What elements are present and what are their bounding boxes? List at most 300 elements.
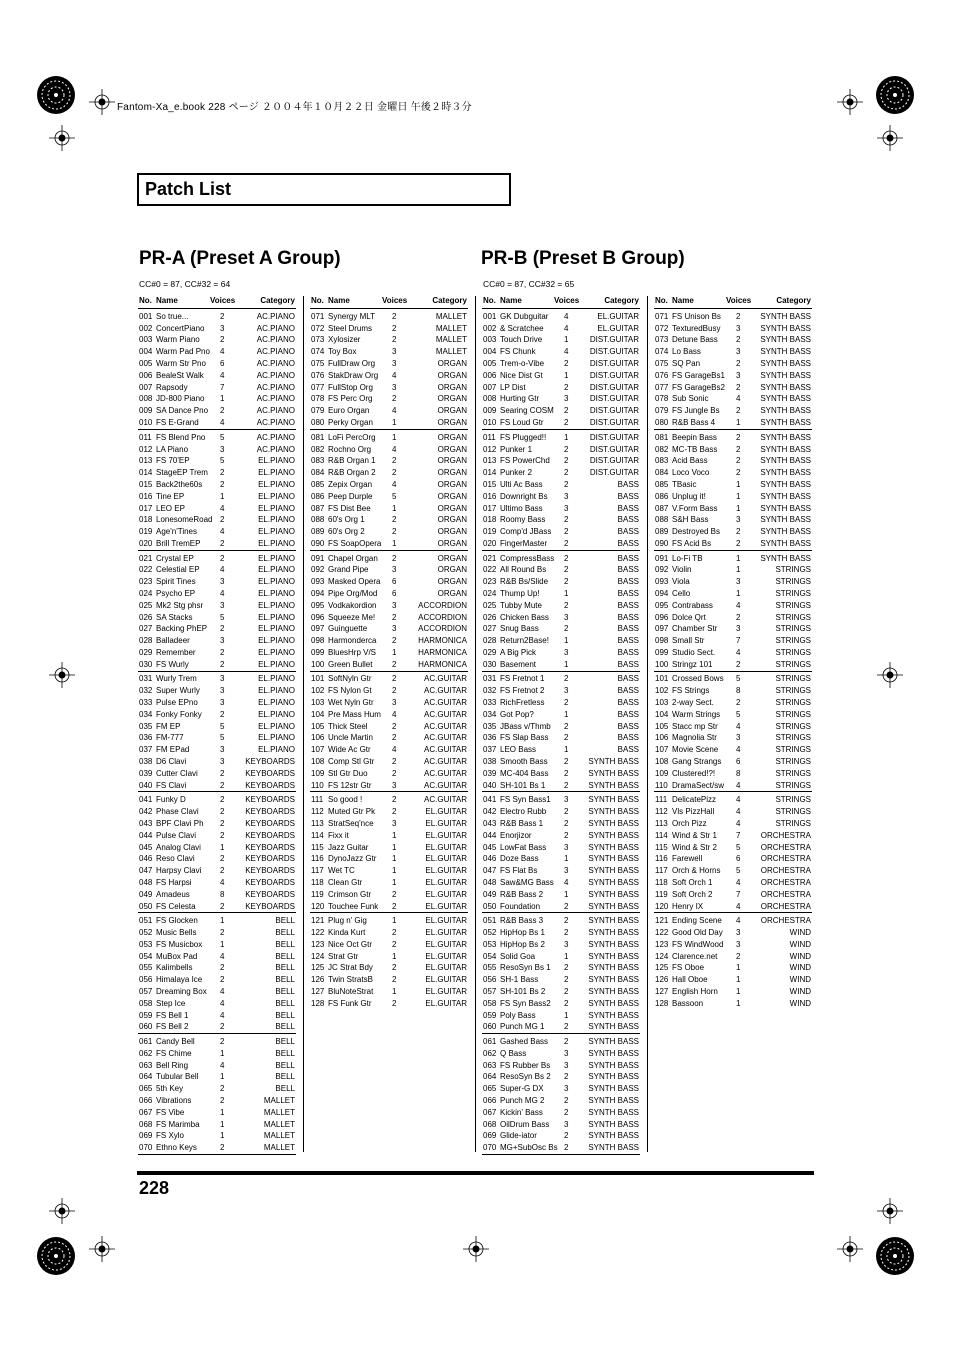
- patch-category: BELL: [275, 998, 295, 1008]
- patch-category: KEYBOARDS: [245, 877, 295, 887]
- patch-voices: 2: [392, 311, 397, 321]
- patch-number: 035: [483, 721, 497, 731]
- patch-category: BASS: [617, 647, 639, 657]
- patch-voices: 2: [736, 359, 741, 369]
- patch-name: Warm Pad Pno: [156, 347, 210, 357]
- table-row: [482, 323, 640, 335]
- patch-category: WIND: [789, 951, 811, 961]
- patch-voices: 2: [220, 795, 225, 805]
- patch-voices: 2: [392, 674, 397, 684]
- patch-category: ORCHESTRA: [760, 866, 811, 876]
- patch-number: 106: [655, 733, 669, 743]
- patch-category: SYNTH BASS: [760, 394, 811, 404]
- patch-number: 048: [483, 877, 497, 887]
- patch-voices: 3: [564, 686, 569, 696]
- patch-number: 079: [311, 406, 325, 416]
- patch-name: Psycho EP: [156, 589, 196, 598]
- patch-category: BELL: [275, 939, 295, 949]
- patch-name: FS Slap Bass: [500, 733, 549, 743]
- patch-name: Dolce Qrt: [672, 612, 706, 622]
- patch-number: 025: [483, 600, 497, 610]
- patch-name: R&B Bass 3: [500, 916, 544, 926]
- patch-voices: 4: [736, 807, 741, 817]
- patch-name: Green Bullet: [328, 659, 373, 669]
- patch-name: FS Syn Bass1: [500, 795, 551, 805]
- patch-name: Touch Drive: [500, 335, 543, 345]
- patch-name: SQ Pan: [672, 359, 701, 369]
- patch-name: FS Syn Bass2: [500, 998, 551, 1008]
- table-row: [482, 647, 640, 659]
- patch-category: EL.GUITAR: [425, 842, 467, 852]
- patch-category: ACCORDION: [418, 600, 467, 610]
- patch-voices: 2: [564, 674, 569, 684]
- patch-name: LowFat Bass: [500, 842, 547, 852]
- patch-name: Henry IX: [672, 901, 704, 911]
- patch-category: AC.GUITAR: [424, 721, 467, 731]
- table-row: [310, 685, 468, 697]
- table-row: [138, 865, 296, 877]
- patch-category: ORGAN: [437, 491, 467, 501]
- table-row: [310, 334, 468, 346]
- patch-number: 089: [311, 527, 325, 537]
- patch-number: 052: [139, 927, 153, 937]
- patch-category: STRINGS: [775, 721, 811, 731]
- patch-number: 022: [483, 565, 497, 575]
- patch-name: FS Musicbox: [156, 939, 203, 949]
- patch-number: 026: [483, 612, 497, 622]
- patch-voices: 2: [564, 1096, 569, 1106]
- patch-voices: 2: [220, 468, 225, 478]
- patch-name: Analog Clavi: [156, 842, 201, 852]
- patch-name: Snug Bass: [500, 624, 539, 634]
- patch-number: 103: [311, 698, 325, 708]
- table-row: [654, 382, 812, 394]
- patch-voices: 3: [564, 939, 569, 949]
- patch-category: SYNTH BASS: [760, 382, 811, 392]
- patch-name: Steel Drums: [328, 323, 373, 333]
- patch-name: Comp Stl Gtr: [328, 757, 375, 767]
- patch-category: SYNTH BASS: [760, 479, 811, 489]
- table-row: [310, 732, 468, 744]
- patch-name: Clarence.net: [672, 951, 718, 961]
- patch-name: 60's Org 2: [328, 527, 365, 537]
- patch-voices: 6: [736, 854, 741, 864]
- patch-name: Farewell: [672, 854, 703, 864]
- patch-name: 5th Key: [156, 1084, 184, 1094]
- patch-category: ORGAN: [437, 577, 467, 587]
- table-row: [138, 697, 296, 709]
- table-row: [138, 503, 296, 515]
- patch-voices: 6: [392, 589, 397, 598]
- patch-category: BELL: [275, 1084, 295, 1094]
- patch-name: StageEP Trem: [156, 468, 208, 478]
- patch-voices: 5: [736, 709, 741, 719]
- table-row: [482, 951, 640, 963]
- table-row: [138, 721, 296, 733]
- patch-category: EL.GUITAR: [425, 830, 467, 840]
- patch-category: EL.PIANO: [258, 686, 295, 696]
- patch-voices: 3: [736, 347, 741, 357]
- table-row: [654, 444, 812, 456]
- patch-category: SYNTH BASS: [588, 1022, 639, 1032]
- patch-category: HARMONICA: [418, 636, 467, 646]
- patch-voices: 3: [736, 577, 741, 587]
- patch-voices: 4: [220, 503, 225, 513]
- patch-category: DIST.GUITAR: [589, 406, 639, 416]
- patch-voices: 2: [392, 975, 397, 985]
- table-row: [482, 1060, 640, 1072]
- patch-number: 047: [483, 866, 497, 876]
- patch-category: ACCORDION: [418, 624, 467, 634]
- patch-voices: 2: [736, 406, 741, 416]
- patch-number: 098: [311, 636, 325, 646]
- patch-voices: 2: [220, 553, 225, 563]
- patch-name: Fonky Fonky: [156, 709, 202, 719]
- patch-category: STRINGS: [775, 757, 811, 767]
- patch-name: FS GarageBs1: [672, 370, 725, 380]
- patch-number: 079: [655, 406, 669, 416]
- patch-name: Candy Bell: [156, 1037, 195, 1047]
- table-row: [482, 1036, 640, 1048]
- table-row: [310, 915, 468, 927]
- patch-voices: 2: [220, 901, 225, 911]
- patch-number: 073: [311, 335, 325, 345]
- patch-category: AC.PIANO: [256, 444, 295, 454]
- patch-number: 020: [139, 538, 153, 548]
- patch-category: AC.PIANO: [256, 432, 295, 442]
- patch-voices: 4: [220, 1060, 225, 1070]
- table-row: [482, 865, 640, 877]
- table-row: [138, 853, 296, 865]
- table-row: [310, 635, 468, 647]
- patch-voices: 2: [564, 998, 569, 1008]
- patch-number: 011: [139, 432, 152, 442]
- patch-name: Pulse Clavi: [156, 830, 197, 840]
- patch-category: EL.GUITAR: [425, 807, 467, 817]
- patch-voices: 2: [220, 807, 225, 817]
- patch-voices: 4: [392, 479, 397, 489]
- patch-number: 009: [139, 406, 153, 416]
- patch-voices: 1: [392, 647, 397, 657]
- table-row: [482, 974, 640, 986]
- table-row: [482, 780, 640, 793]
- patch-name: Kinda Kurt: [328, 927, 366, 937]
- patch-number: 004: [483, 347, 497, 357]
- table-row: [654, 526, 812, 538]
- patch-name: Trem-o-Vibe: [500, 359, 545, 369]
- patch-number: 123: [655, 939, 669, 949]
- table-row: [310, 673, 468, 685]
- patch-voices: 2: [564, 901, 569, 911]
- patch-category: SYNTH BASS: [760, 335, 811, 345]
- table-row: [482, 417, 640, 430]
- patch-number: 036: [483, 733, 497, 743]
- table-header: [138, 296, 296, 309]
- patch-voices: 7: [736, 830, 741, 840]
- table-row: [138, 732, 296, 744]
- patch-number: 094: [311, 589, 325, 598]
- patch-name: Clustered!?!: [672, 768, 716, 778]
- patch-name: R&B Organ 1: [328, 456, 376, 466]
- patch-number: 037: [483, 745, 497, 755]
- patch-voices: 4: [736, 721, 741, 731]
- patch-number: 023: [139, 577, 153, 587]
- patch-name: Cutter Clavi: [156, 768, 198, 778]
- patch-name: Gang Strangs: [672, 757, 722, 767]
- patch-category: SYNTH BASS: [760, 370, 811, 380]
- patch-category: EL.PIANO: [258, 636, 295, 646]
- table-row: [138, 673, 296, 685]
- patch-category: SYNTH BASS: [588, 1084, 639, 1094]
- section-title-box: [137, 173, 511, 206]
- patch-category: EL.PIANO: [258, 721, 295, 731]
- patch-name: Comp'd JBass: [500, 527, 552, 537]
- patch-voices: 3: [220, 757, 225, 767]
- patch-voices: 6: [392, 577, 397, 587]
- patch-voices: 1: [736, 565, 741, 575]
- patch-number: 109: [655, 768, 669, 778]
- patch-voices: 1: [736, 998, 741, 1008]
- patch-number: 086: [655, 491, 669, 501]
- patch-name: Step Ice: [156, 998, 186, 1008]
- table-row: [138, 780, 296, 793]
- patch-category: AC.GUITAR: [424, 674, 467, 684]
- patch-number: 107: [655, 745, 669, 755]
- crosshair-icon: [89, 1236, 115, 1262]
- patch-number: 018: [483, 515, 497, 525]
- patch-category: AC.GUITAR: [424, 745, 467, 755]
- table-row: [654, 491, 812, 503]
- table-row: [138, 467, 296, 479]
- crosshair-icon: [463, 1236, 489, 1262]
- patch-number: 058: [139, 998, 153, 1008]
- patch-category: MALLET: [263, 1096, 295, 1106]
- patch-voices: 1: [564, 854, 569, 864]
- patch-name: & Scratchee: [500, 323, 544, 333]
- patch-voices: 4: [392, 370, 397, 380]
- table-row: [654, 927, 812, 939]
- patch-voices: 2: [392, 795, 397, 805]
- patch-name: Back2the60s: [156, 479, 203, 489]
- table-row: [138, 1048, 296, 1060]
- patch-category: STRINGS: [775, 795, 811, 805]
- patch-voices: 2: [564, 456, 569, 466]
- patch-name: Xylosizer: [328, 335, 361, 345]
- table-row: [482, 538, 640, 551]
- table-row: [310, 865, 468, 877]
- patch-number: 037: [139, 745, 153, 755]
- patch-voices: 2: [564, 577, 569, 587]
- patch-name: Orch Pizz: [672, 818, 707, 828]
- patch-name: FS Bell 2: [156, 1022, 189, 1032]
- patch-category: EL.PIANO: [258, 624, 295, 634]
- patch-voices: 2: [392, 733, 397, 743]
- patch-category: MALLET: [263, 1119, 295, 1129]
- patch-category: SYNTH BASS: [588, 866, 639, 876]
- patch-number: 010: [139, 418, 153, 428]
- patch-category: SYNTH BASS: [760, 515, 811, 525]
- patch-voices: 2: [220, 963, 225, 973]
- patch-number: 090: [311, 538, 325, 548]
- patch-number: 068: [139, 1119, 153, 1129]
- patch-voices: 4: [220, 565, 225, 575]
- table-row: [654, 623, 812, 635]
- table-row: [482, 311, 640, 323]
- patch-voices: 8: [220, 889, 225, 899]
- table-row: [654, 659, 812, 672]
- table-row: [310, 432, 468, 444]
- patch-number: 071: [311, 311, 325, 321]
- patch-number: 116: [311, 854, 324, 864]
- table-row: [310, 697, 468, 709]
- patch-name: FS Harpsi: [156, 877, 192, 887]
- patch-name: Soft Orch 2: [672, 889, 713, 899]
- patch-number: 043: [483, 818, 497, 828]
- patch-number: 099: [311, 647, 325, 657]
- patch-name: HipHop Bs 1: [500, 927, 545, 937]
- patch-category: WIND: [789, 939, 811, 949]
- table-row: [310, 405, 468, 417]
- table-row: [654, 780, 812, 793]
- patch-name: Kickin' Bass: [500, 1107, 543, 1117]
- patch-name: Ulti Ac Bass: [500, 479, 543, 489]
- patch-name: FS PowerChd: [500, 456, 550, 466]
- table-row: [138, 417, 296, 430]
- patch-category: SYNTH BASS: [588, 807, 639, 817]
- patch-voices: 2: [564, 600, 569, 610]
- col-header-voices: Voices: [382, 296, 408, 305]
- patch-voices: 3: [564, 503, 569, 513]
- patch-name: Soft Orch 1: [672, 877, 713, 887]
- table-row: [310, 853, 468, 865]
- patch-category: BELL: [275, 986, 295, 996]
- patch-name: Jazz Guitar: [328, 842, 369, 852]
- table-row: [310, 794, 468, 806]
- patch-voices: 2: [220, 406, 225, 416]
- table-row: [482, 1130, 640, 1142]
- patch-name: Cello: [672, 589, 691, 598]
- patch-name: Foundation: [500, 901, 541, 911]
- patch-number: 120: [655, 901, 669, 911]
- patch-table-pr-b-2: [654, 296, 812, 1010]
- patch-number: 098: [655, 636, 669, 646]
- patch-number: 114: [655, 830, 668, 840]
- patch-number: 101: [655, 674, 669, 684]
- column-divider: [475, 296, 476, 1152]
- patch-number: 082: [655, 444, 669, 454]
- patch-voices: 3: [392, 780, 397, 790]
- patch-voices: 4: [220, 527, 225, 537]
- patch-name: All Round Bs: [500, 565, 547, 575]
- patch-number: 111: [655, 795, 668, 805]
- patch-category: ORGAN: [437, 382, 467, 392]
- column-divider: [647, 296, 648, 1152]
- patch-number: 054: [139, 951, 153, 961]
- patch-number: 095: [311, 600, 325, 610]
- table-row: [138, 393, 296, 405]
- table-row: [654, 842, 812, 854]
- patch-name: Warm Str Pno: [156, 359, 206, 369]
- table-row: [310, 756, 468, 768]
- patch-number: 028: [139, 636, 153, 646]
- patch-name: Squeeze Me!: [328, 612, 376, 622]
- table-row: [138, 1036, 296, 1048]
- patch-number: 070: [483, 1143, 497, 1153]
- patch-category: SYNTH BASS: [588, 963, 639, 973]
- patch-name: Return2Base!: [500, 636, 549, 646]
- patch-category: ORGAN: [437, 418, 467, 428]
- table-row: [310, 588, 468, 600]
- patch-name: LP Dist: [500, 382, 526, 392]
- patch-category: EL.PIANO: [258, 733, 295, 743]
- patch-category: SYNTH BASS: [760, 311, 811, 321]
- patch-number: 001: [483, 311, 497, 321]
- patch-name: Euro Organ: [328, 406, 370, 416]
- patch-category: EL.PIANO: [258, 577, 295, 587]
- patch-voices: 1: [564, 589, 569, 598]
- patch-voices: 4: [220, 998, 225, 1008]
- patch-voices: 5: [220, 733, 225, 743]
- patch-name: FS Rubber Bs: [500, 1060, 551, 1070]
- patch-category: ORGAN: [437, 432, 467, 442]
- table-row: [310, 491, 468, 503]
- patch-category: SYNTH BASS: [588, 889, 639, 899]
- table-row: [654, 612, 812, 624]
- patch-category: BASS: [617, 721, 639, 731]
- table-row: [654, 732, 812, 744]
- patch-name: SH-1 Bass: [500, 975, 539, 985]
- patch-voices: 1: [392, 432, 397, 442]
- patch-number: 127: [655, 986, 669, 996]
- patch-name: Muted Gtr Pk: [328, 807, 376, 817]
- patch-voices: 3: [564, 394, 569, 404]
- patch-number: 128: [655, 998, 669, 1008]
- patch-name: Studio Sect.: [672, 647, 716, 657]
- patch-voices: 3: [736, 624, 741, 634]
- patch-voices: 3: [564, 1048, 569, 1058]
- patch-table-pr-a-2: [310, 296, 468, 1010]
- patch-number: 126: [655, 975, 669, 985]
- patch-category: BELL: [275, 1072, 295, 1082]
- table-row: [482, 1021, 640, 1034]
- table-row: [310, 998, 468, 1010]
- patch-number: 108: [655, 757, 669, 767]
- patch-number: 102: [311, 686, 325, 696]
- table-row: [654, 455, 812, 467]
- patch-category: EL.GUITAR: [597, 323, 639, 333]
- patch-category: AC.PIANO: [256, 359, 295, 369]
- patch-number: 005: [139, 359, 153, 369]
- patch-number: 040: [483, 780, 497, 790]
- patch-category: ORCHESTRA: [760, 854, 811, 864]
- col-header-no: No.: [139, 296, 152, 305]
- patch-category: ORGAN: [437, 406, 467, 416]
- patch-name: Vibrations: [156, 1096, 192, 1106]
- table-row: [654, 417, 812, 430]
- patch-name: Basement: [500, 659, 537, 669]
- patch-category: STRINGS: [775, 818, 811, 828]
- patch-category: SYNTH BASS: [588, 986, 639, 996]
- patch-number: 066: [139, 1096, 153, 1106]
- patch-name: Doze Bass: [500, 854, 539, 864]
- patch-number: 009: [483, 406, 497, 416]
- patch-number: 030: [483, 659, 497, 669]
- patch-name: TBasic: [672, 479, 697, 489]
- patch-category: SYNTH BASS: [760, 418, 811, 428]
- patch-voices: 7: [220, 382, 225, 392]
- patch-voices: 4: [736, 877, 741, 887]
- table-row: [138, 768, 296, 780]
